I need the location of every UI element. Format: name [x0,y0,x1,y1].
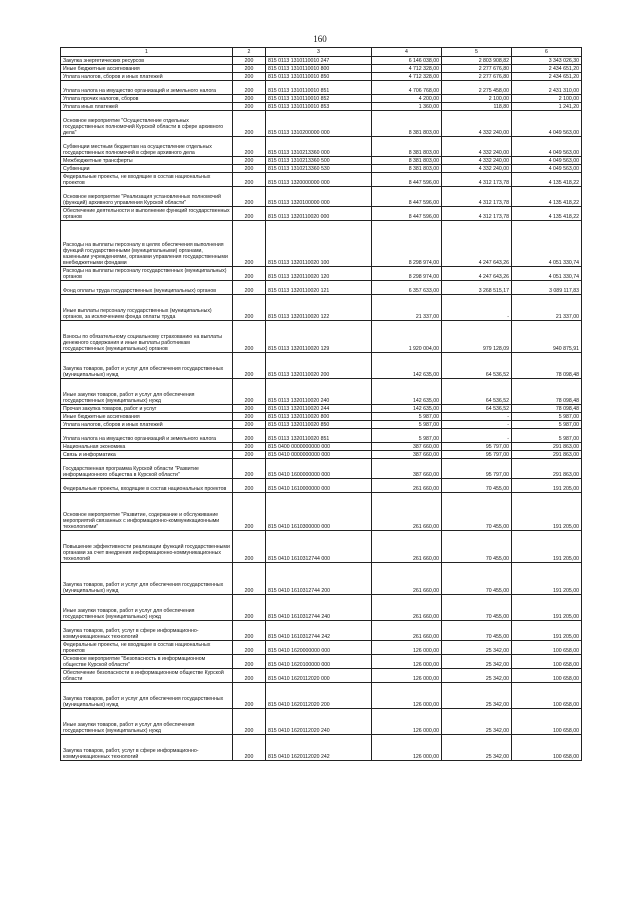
row-value-col6-cell: 4 051 330,74 [512,221,582,267]
row-value-col4-cell: 5 987,00 [372,421,442,429]
row-value-col4-cell: 261 660,00 [372,531,442,563]
row-code-cell: 200 [233,563,266,595]
row-value-col4-cell: 8 447 596,00 [372,173,442,187]
row-classification-code-cell: 815 0113 1320110020 800 [266,413,372,421]
row-value-col6-cell: 191 205,00 [512,493,582,531]
row-name-cell: Закупка товаров, работ и услуг для обеспечения государственных (муниципальных) нужд [61,353,233,379]
row-value-col6-cell: 3 343 026,30 [512,57,582,65]
row-classification-code-cell: 815 0410 1610312744 200 [266,563,372,595]
row-name-cell: Уплата налога на имущество организаций и земельного налога [61,429,233,443]
table-row [61,621,582,641]
row-name-cell: Уплата иных платежей [61,103,233,111]
table-row [61,709,582,735]
row-value-col6-cell: 191 205,00 [512,563,582,595]
row-classification-code-cell: 815 0113 1320110020 100 [266,221,372,267]
row-value-col5-cell: 70 455,00 [442,493,512,531]
table-row [61,173,582,187]
row-code-cell: 200 [233,137,266,157]
row-name-cell: Федеральные проекты, входящие в состав национальных проектов [61,479,233,493]
row-value-col6-cell: 78 098,48 [512,405,582,413]
row-name-cell: Расходы на выплаты персоналу государственных (муниципальных) органов [61,267,233,281]
table-row [61,321,582,353]
row-value-col6-cell: 191 205,00 [512,479,582,493]
table-row [61,221,582,267]
row-code-cell: 200 [233,267,266,281]
table-row [61,103,582,111]
row-code-cell: 200 [233,111,266,137]
table-row [61,655,582,669]
row-value-col4-cell: 126 000,00 [372,669,442,683]
row-classification-code-cell: 815 0113 1310110010 850 [266,73,372,81]
row-value-col5-cell: 95 797,00 [442,443,512,451]
row-name-cell: Повышение эффективности реализации функций государственными органами за счет внедрения информационно-коммуникационных технологий [61,531,233,563]
row-name-cell: Иные закупки товаров, работ и услуг для обеспечения государственных (муниципальных) нужд [61,595,233,621]
table-row [61,641,582,655]
row-code-cell: 200 [233,429,266,443]
table-row [61,81,582,95]
row-code-cell: 200 [233,281,266,295]
column-header-5: 5 [442,48,512,57]
table-row [61,443,582,451]
row-name-cell: Уплата налога на имущество организаций и земельного налога [61,81,233,95]
row-value-col5-cell: 70 455,00 [442,479,512,493]
table-row [61,95,582,103]
row-classification-code-cell: 815 0113 1310110010 851 [266,81,372,95]
column-header-4: 4 [372,48,442,57]
row-value-col5-cell: 4 312 173,78 [442,173,512,187]
row-classification-code-cell: 815 0410 1620112020 200 [266,683,372,709]
row-classification-code-cell: 815 0410 1610300000 000 [266,493,372,531]
row-value-col5-cell: 70 455,00 [442,595,512,621]
table-row [61,187,582,207]
row-code-cell: 200 [233,57,266,65]
row-name-cell: Фонд оплаты труда государственных (муниципальных) органов [61,281,233,295]
row-value-col4-cell: 126 000,00 [372,641,442,655]
row-value-col6-cell: 100 658,00 [512,735,582,761]
row-value-col6-cell: 5 987,00 [512,429,582,443]
row-value-col4-cell: 4 712 328,00 [372,73,442,81]
row-name-cell: Иные выплаты персоналу государственных (муниципальных) органов, за исключением фонда оплаты труда [61,295,233,321]
page-number: 160 [313,34,327,44]
row-name-cell: Закупка товаров, работ, услуг в сфере информационно-коммуникационных технологий [61,621,233,641]
row-value-col6-cell: 100 658,00 [512,683,582,709]
row-value-col4-cell: 126 000,00 [372,683,442,709]
row-value-col4-cell: 387 660,00 [372,451,442,459]
row-name-cell: Иные бюджетные ассигнования [61,413,233,421]
row-code-cell: 200 [233,451,266,459]
row-code-cell: 200 [233,321,266,353]
row-classification-code-cell: 815 0113 1310110010 247 [266,57,372,65]
row-value-col4-cell: 21 337,00 [372,295,442,321]
row-classification-code-cell: 815 0113 1310213360 530 [266,165,372,173]
row-value-col4-cell: 126 000,00 [372,655,442,669]
row-code-cell: 200 [233,413,266,421]
row-value-col5-cell: 4 247 643,26 [442,221,512,267]
row-value-col4-cell: 142 635,00 [372,353,442,379]
row-classification-code-cell: 815 0410 1620112020 242 [266,735,372,761]
table-row [61,595,582,621]
row-classification-code-cell: 815 0400 0000000000 000 [266,443,372,451]
row-value-col6-cell: 2 431 310,00 [512,81,582,95]
row-classification-code-cell: 815 0113 1320110020 129 [266,321,372,353]
row-name-cell: Федеральные проекты, не входящие в состав национальных проектов [61,173,233,187]
row-value-col6-cell: 4 051 330,74 [512,267,582,281]
row-value-col4-cell: 1 920 004,00 [372,321,442,353]
row-value-col4-cell: 142 635,00 [372,405,442,413]
table-row [61,421,582,429]
row-classification-code-cell: 815 0113 1320110020 121 [266,281,372,295]
row-value-col5-cell: 4 312 173,78 [442,187,512,207]
row-value-col6-cell: 4 135 418,22 [512,173,582,187]
row-value-col4-cell: 4 712 328,00 [372,65,442,73]
row-classification-code-cell: 815 0113 1310110010 800 [266,65,372,73]
row-value-col6-cell: 100 658,00 [512,655,582,669]
row-classification-code-cell: 815 0410 1620112020 240 [266,709,372,735]
row-value-col5-cell: 4 332 240,00 [442,165,512,173]
row-value-col6-cell: 5 987,00 [512,413,582,421]
row-code-cell: 200 [233,531,266,563]
row-value-col5-cell: - [442,429,512,443]
row-code-cell: 200 [233,683,266,709]
row-classification-code-cell: 815 0113 1320000000 000 [266,173,372,187]
row-value-col5-cell: - [442,413,512,421]
row-classification-code-cell: 815 0410 1620100000 000 [266,655,372,669]
row-value-col5-cell: 118,80 [442,103,512,111]
row-value-col5-cell: 4 247 643,26 [442,267,512,281]
row-value-col4-cell: 8 381 803,00 [372,157,442,165]
row-code-cell: 200 [233,421,266,429]
row-classification-code-cell: 815 0113 1320110020 122 [266,295,372,321]
row-name-cell: Закупка энергетических ресурсов [61,57,233,65]
row-classification-code-cell: 815 0410 1610312744 240 [266,595,372,621]
row-name-cell: Иные бюджетные ассигнования [61,65,233,73]
row-value-col4-cell: 261 660,00 [372,479,442,493]
row-value-col6-cell: 940 875,91 [512,321,582,353]
row-value-col5-cell: 64 536,52 [442,405,512,413]
row-classification-code-cell: 815 0113 1320110020 240 [266,379,372,405]
row-value-col4-cell: 126 000,00 [372,735,442,761]
row-code-cell: 200 [233,405,266,413]
row-value-col6-cell: 78 098,48 [512,353,582,379]
row-value-col6-cell: 100 658,00 [512,669,582,683]
row-code-cell: 200 [233,73,266,81]
row-code-cell: 200 [233,221,266,267]
row-value-col4-cell: 8 381 803,00 [372,165,442,173]
row-code-cell: 200 [233,459,266,479]
row-name-cell: Основное мероприятие "Реализация установленных полномочий (функций) архивного управления Курской области" [61,187,233,207]
row-name-cell: Уплата прочих налогов, сборов [61,95,233,103]
row-value-col6-cell: 4 049 563,00 [512,111,582,137]
row-code-cell: 200 [233,669,266,683]
table-row [61,207,582,221]
row-value-col5-cell: 95 797,00 [442,451,512,459]
row-name-cell: Обеспечение деятельности и выполнение функций государственных органов [61,207,233,221]
row-name-cell: Закупка товаров, работ и услуг для обеспечения государственных (муниципальных) нужд [61,683,233,709]
row-classification-code-cell: 815 0410 1620112020 000 [266,669,372,683]
row-value-col6-cell: 1 241,20 [512,103,582,111]
row-classification-code-cell: 815 0113 1320110020 851 [266,429,372,443]
row-classification-code-cell: 815 0113 1320110020 120 [266,267,372,281]
row-value-col4-cell: 8 447 596,00 [372,207,442,221]
row-classification-code-cell: 815 0410 1610312744 242 [266,621,372,641]
table-row [61,111,582,137]
table-row [61,479,582,493]
row-code-cell: 200 [233,165,266,173]
row-value-col6-cell: 3 089 117,83 [512,281,582,295]
row-classification-code-cell: 815 0410 1610312744 000 [266,531,372,563]
table-row [61,267,582,281]
table-row [61,735,582,761]
row-value-col5-cell: 95 797,00 [442,459,512,479]
row-value-col4-cell: 1 360,00 [372,103,442,111]
row-value-col6-cell: 291 863,00 [512,451,582,459]
row-name-cell: Расходы на выплаты персоналу в целях обеспечения выполнения функций государственными (муниципальными) органами, казенными учреждениями, органами управления государственными внебюджетными фондами [61,221,233,267]
row-value-col4-cell: 8 447 596,00 [372,187,442,207]
table-row [61,531,582,563]
row-value-col4-cell: 8 298 974,00 [372,267,442,281]
table-header-row [61,48,582,57]
row-code-cell: 200 [233,641,266,655]
row-value-col5-cell: 25 342,00 [442,641,512,655]
row-value-col6-cell: 4 135 418,22 [512,187,582,207]
row-value-col6-cell: 291 863,00 [512,459,582,479]
table-row [61,281,582,295]
row-classification-code-cell: 815 0410 0000000000 000 [266,451,372,459]
row-code-cell: 200 [233,379,266,405]
row-value-col4-cell: 8 298 974,00 [372,221,442,267]
row-classification-code-cell: 815 0113 1320110020 244 [266,405,372,413]
row-value-col5-cell: 4 312 173,78 [442,207,512,221]
row-name-cell: Межбюджетные трансферты [61,157,233,165]
row-classification-code-cell: 815 0410 1600000000 000 [266,459,372,479]
row-code-cell: 200 [233,493,266,531]
row-value-col4-cell: 8 381 803,00 [372,137,442,157]
row-code-cell: 200 [233,173,266,187]
row-value-col5-cell: 4 332 240,00 [442,111,512,137]
row-value-col4-cell: 6 357 633,00 [372,281,442,295]
table-row [61,379,582,405]
row-name-cell: Национальная экономика [61,443,233,451]
row-name-cell: Иные закупки товаров, работ и услуг для обеспечения государственных (муниципальных) нужд [61,379,233,405]
row-value-col6-cell: 191 205,00 [512,621,582,641]
row-value-col5-cell: 2 275 458,00 [442,81,512,95]
row-code-cell: 200 [233,479,266,493]
row-classification-code-cell: 815 0113 1320110020 200 [266,353,372,379]
table-row [61,65,582,73]
row-value-col4-cell: 261 660,00 [372,621,442,641]
table-row [61,57,582,65]
table-body [61,57,582,761]
row-value-col6-cell: 100 658,00 [512,641,582,655]
row-value-col6-cell: 4 049 563,00 [512,157,582,165]
row-classification-code-cell: 815 0113 1310110010 853 [266,103,372,111]
row-classification-code-cell: 815 0113 1320110020 850 [266,421,372,429]
row-value-col6-cell: 4 049 563,00 [512,165,582,173]
row-value-col6-cell: 21 337,00 [512,295,582,321]
row-value-col6-cell: 191 205,00 [512,531,582,563]
row-value-col5-cell: - [442,295,512,321]
row-value-col5-cell: 4 332 240,00 [442,137,512,157]
row-name-cell: Взносы по обязательному социальному страхованию на выплаты денежного содержания и иные выплаты работникам государственных (муниципальных) органов [61,321,233,353]
row-value-col6-cell: 291 863,00 [512,443,582,451]
row-code-cell: 200 [233,295,266,321]
row-name-cell: Субвенции местным бюджетам на осуществление отдельных государственных полномочий в сфере архивного дела [61,137,233,157]
row-value-col5-cell: 70 455,00 [442,531,512,563]
column-header-3: 3 [266,48,372,57]
row-value-col5-cell: 70 455,00 [442,621,512,641]
row-value-col4-cell: 261 660,00 [372,595,442,621]
row-value-col5-cell: 2 277 676,80 [442,73,512,81]
row-value-col6-cell: 4 135 418,22 [512,207,582,221]
row-classification-code-cell: 815 0113 1320110020 000 [266,207,372,221]
row-value-col6-cell: 5 987,00 [512,421,582,429]
table-row [61,353,582,379]
row-classification-code-cell: 815 0113 1320100000 000 [266,187,372,207]
row-code-cell: 200 [233,443,266,451]
row-value-col5-cell: 25 342,00 [442,735,512,761]
table-row [61,683,582,709]
row-value-col6-cell: 2 434 651,20 [512,73,582,81]
row-value-col5-cell: 25 342,00 [442,709,512,735]
row-value-col4-cell: 5 987,00 [372,429,442,443]
row-value-col4-cell: 4 200,00 [372,95,442,103]
row-code-cell: 200 [233,735,266,761]
row-value-col6-cell: 4 049 563,00 [512,137,582,157]
table-row [61,405,582,413]
row-name-cell: Иные закупки товаров, работ и услуг для обеспечения государственных (муниципальных) нужд [61,709,233,735]
row-value-col4-cell: 5 987,00 [372,413,442,421]
column-header-6: 6 [512,48,582,57]
row-name-cell: Основное мероприятие "Безопасность в информационном обществе Курской области" [61,655,233,669]
row-value-col6-cell: 191 205,00 [512,595,582,621]
row-value-col5-cell: 64 536,52 [442,379,512,405]
table-row [61,165,582,173]
row-name-cell: Основное мероприятие "Развитие, содержание и обслуживание мероприятий связанных с информационно-коммуникационными технологиями" [61,493,233,531]
row-code-cell: 200 [233,81,266,95]
row-value-col4-cell: 261 660,00 [372,563,442,595]
row-value-col5-cell: 3 268 515,17 [442,281,512,295]
row-value-col5-cell: 4 332 240,00 [442,157,512,165]
table-row [61,493,582,531]
row-value-col4-cell: 387 660,00 [372,443,442,451]
row-name-cell: Закупка товаров, работ, услуг в сфере информационно-коммуникационных технологий [61,735,233,761]
row-classification-code-cell: 815 0113 1310213360 500 [266,157,372,165]
row-classification-code-cell: 815 0113 1310213360 000 [266,137,372,157]
row-value-col4-cell: 4 706 768,00 [372,81,442,95]
row-value-col6-cell: 78 098,48 [512,379,582,405]
row-code-cell: 200 [233,95,266,103]
table-row [61,157,582,165]
row-code-cell: 200 [233,353,266,379]
row-value-col6-cell: 100 658,00 [512,709,582,735]
row-name-cell: Закупка товаров, работ и услуг для обеспечения государственных (муниципальных) нужд [61,563,233,595]
table-row [61,451,582,459]
row-classification-code-cell: 815 0410 1610000000 000 [266,479,372,493]
row-code-cell: 200 [233,187,266,207]
row-value-col6-cell: 2 434 651,20 [512,65,582,73]
row-classification-code-cell: 815 0113 1310110010 852 [266,95,372,103]
table-row [61,137,582,157]
row-code-cell: 200 [233,207,266,221]
row-value-col5-cell: 25 342,00 [442,683,512,709]
column-header-2: 2 [233,48,266,57]
row-value-col6-cell: 2 100,00 [512,95,582,103]
column-header-1: 1 [61,48,233,57]
row-code-cell: 200 [233,157,266,165]
row-name-cell: Прочая закупка товаров, работ и услуг [61,405,233,413]
row-code-cell: 200 [233,595,266,621]
table-row [61,429,582,443]
row-value-col4-cell: 142 635,00 [372,379,442,405]
row-name-cell: Связь и информатика [61,451,233,459]
table-row [61,295,582,321]
row-value-col5-cell: 2 803 908,82 [442,57,512,65]
row-value-col5-cell: 25 342,00 [442,655,512,669]
row-name-cell: Уплата налогов, сборов и иных платежей [61,73,233,81]
table-row [61,669,582,683]
row-name-cell: Государственная программа Курской области "Развитие информационного общества в Курской области" [61,459,233,479]
row-value-col5-cell: 70 455,00 [442,563,512,595]
row-value-col5-cell: - [442,421,512,429]
table-row [61,563,582,595]
row-classification-code-cell: 815 0410 1620000000 000 [266,641,372,655]
row-value-col5-cell: 2 100,00 [442,95,512,103]
row-code-cell: 200 [233,709,266,735]
row-classification-code-cell: 815 0113 1310200000 000 [266,111,372,137]
row-value-col5-cell: 2 277 676,80 [442,65,512,73]
row-value-col5-cell: 64 536,52 [442,353,512,379]
budget-table [60,47,582,761]
row-name-cell: Обеспечение безопасности в информационном обществе Курской области [61,669,233,683]
row-name-cell: Федеральные проекты, не входящие в состав национальных проектов [61,641,233,655]
row-value-col4-cell: 126 000,00 [372,709,442,735]
row-value-col5-cell: 25 342,00 [442,669,512,683]
table-row [61,73,582,81]
table-row [61,459,582,479]
row-value-col4-cell: 8 381 803,00 [372,111,442,137]
row-name-cell: Субвенции [61,165,233,173]
row-value-col4-cell: 261 660,00 [372,493,442,531]
row-name-cell: Основное мероприятие "Осуществление отдельных государственных полномочий Курской области в сфере архивного дела" [61,111,233,137]
row-code-cell: 200 [233,621,266,641]
row-value-col4-cell: 6 146 038,00 [372,57,442,65]
row-value-col5-cell: 979 128,09 [442,321,512,353]
row-name-cell: Уплата налогов, сборов и иных платежей [61,421,233,429]
row-code-cell: 200 [233,655,266,669]
row-value-col4-cell: 387 660,00 [372,459,442,479]
row-code-cell: 200 [233,103,266,111]
table-row [61,413,582,421]
row-code-cell: 200 [233,65,266,73]
